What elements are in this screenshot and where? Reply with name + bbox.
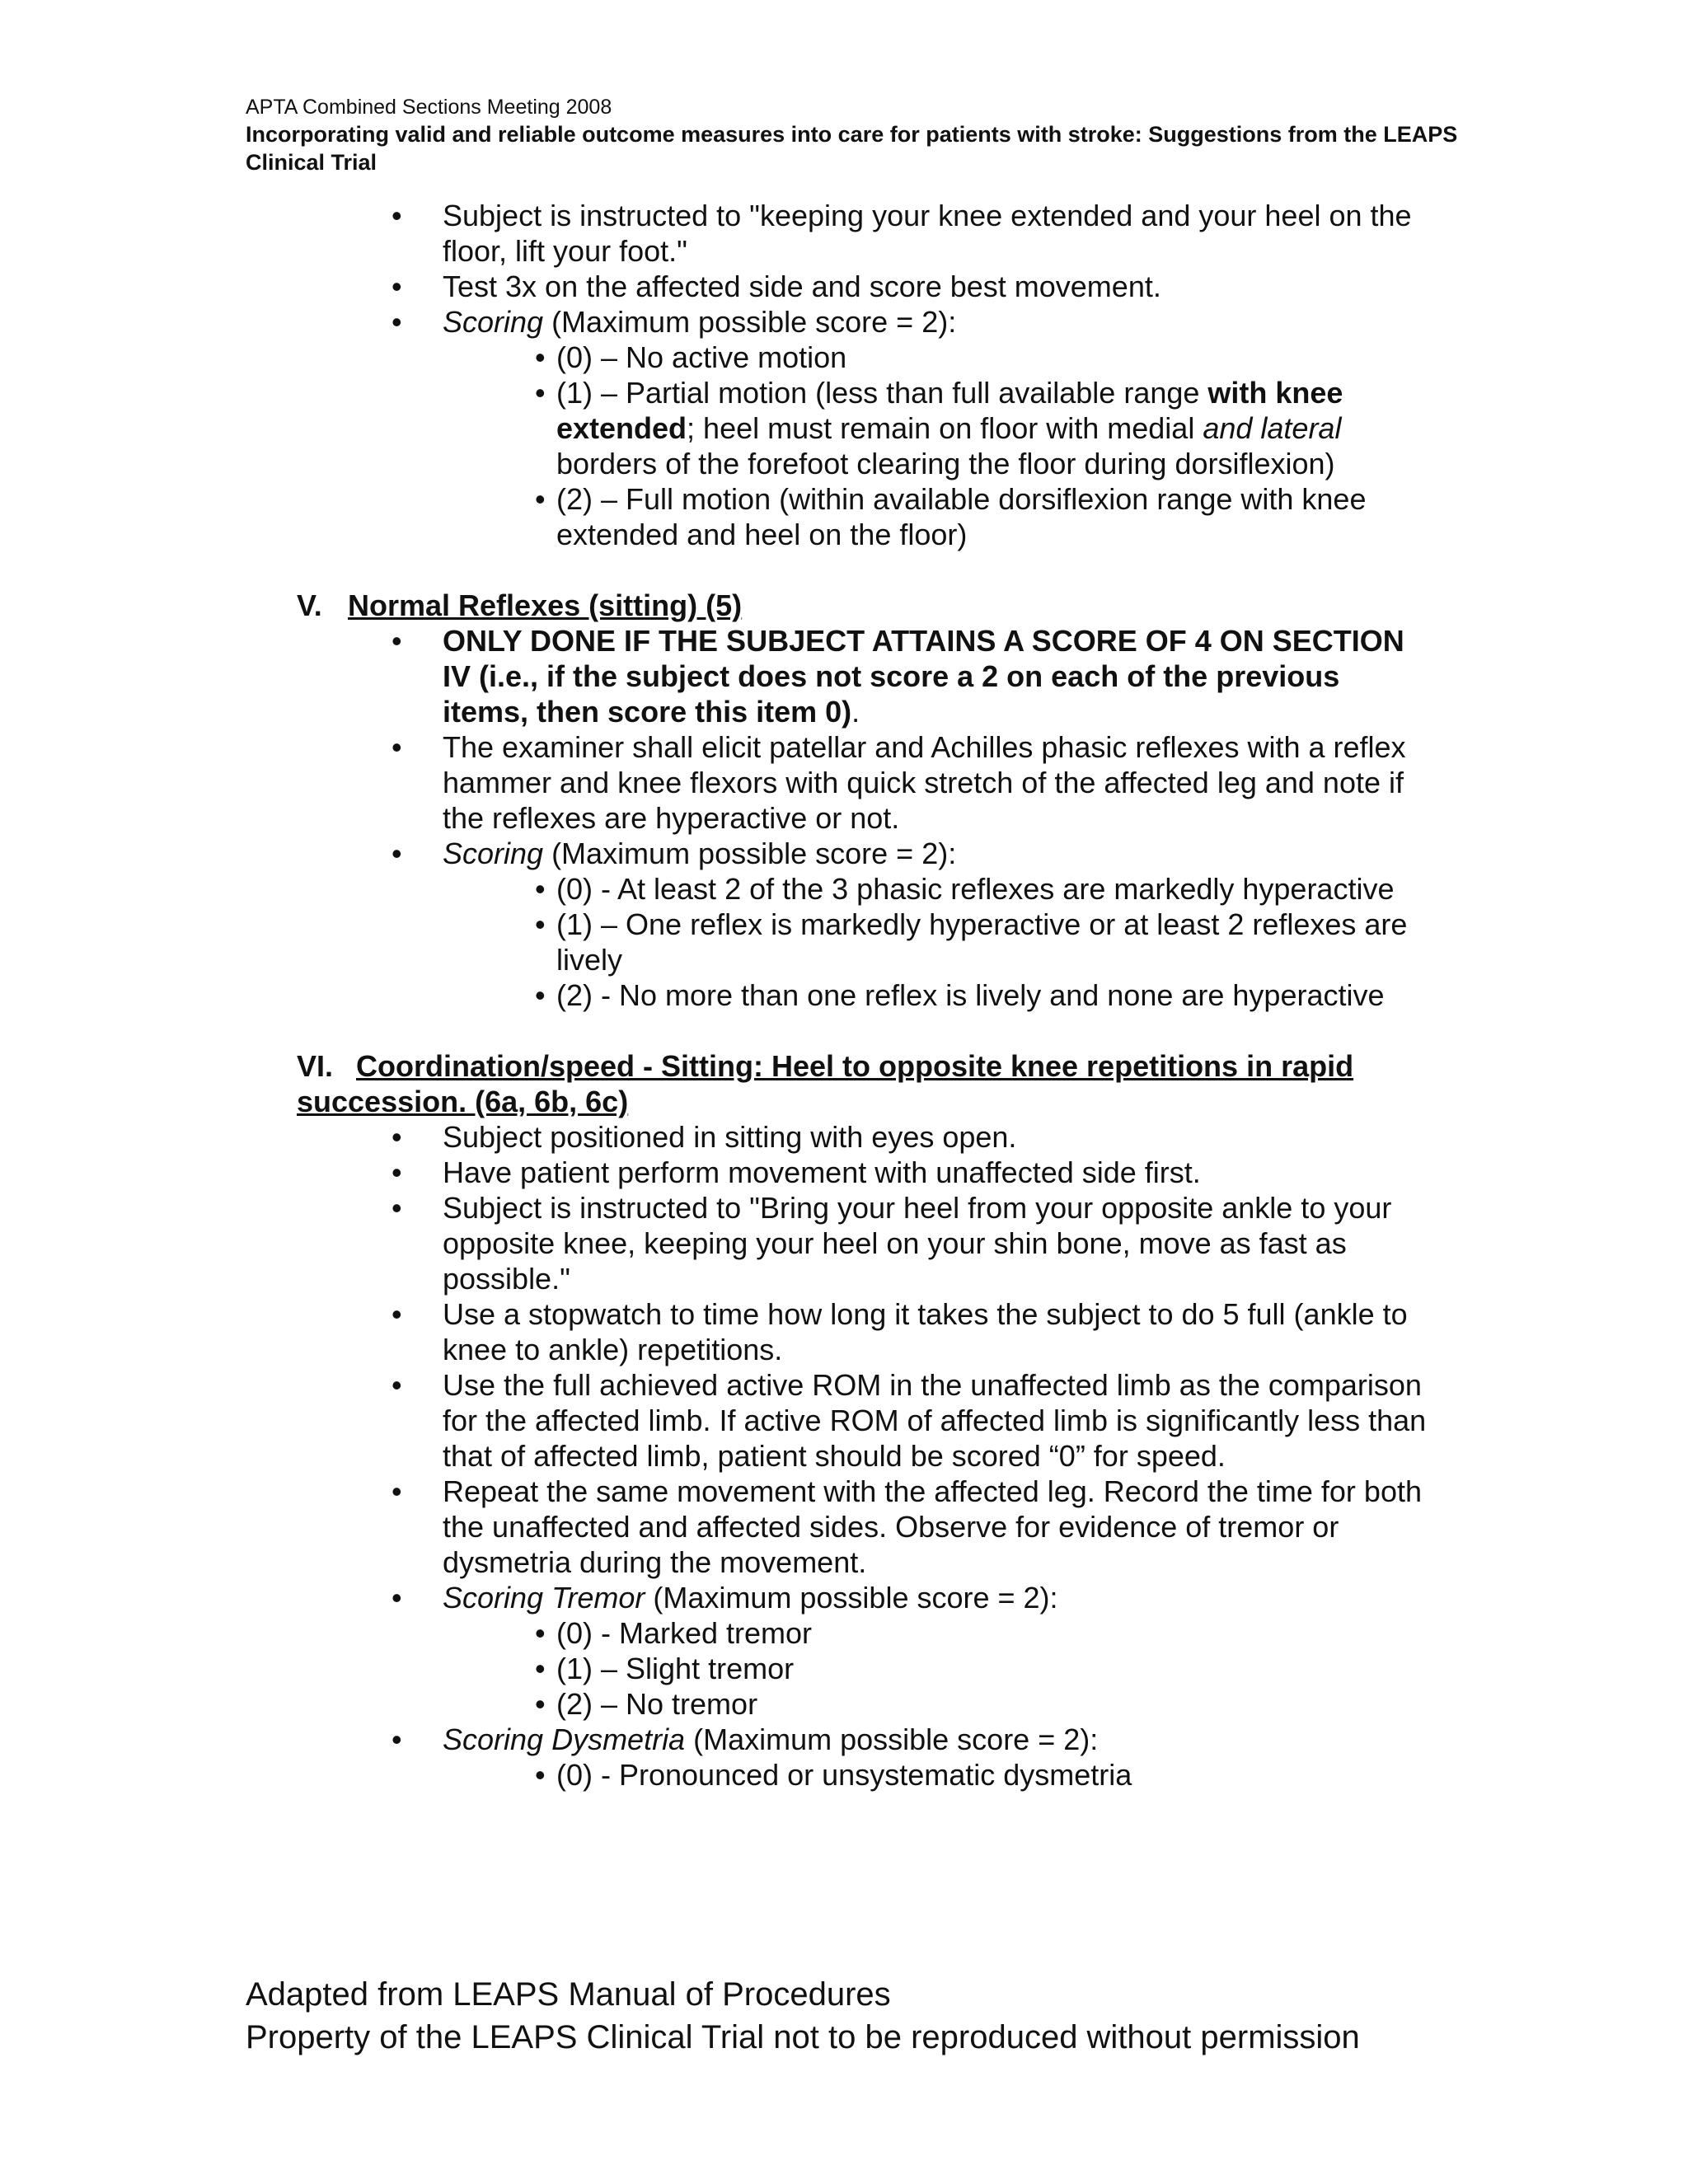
scoring-max: (Maximum possible score = 2): — [685, 1722, 1099, 1756]
list-item — [443, 623, 1432, 729]
list-item: • Use a stopwatch to time how long it takes the subject to do 5 full (ankle to knee to ankle) repetitions. — [443, 1296, 1432, 1367]
scoring-max: (Maximum possible score = 2): — [543, 837, 957, 870]
score-item: • (2) – Full motion (within available dorsiflexion range with knee extended and heel on the floor) — [556, 481, 1430, 552]
score-emphasis: with knee extended — [556, 376, 1343, 445]
document-body — [0, 198, 1688, 1793]
section-title: Coordination/speed - Sitting: Heel to opposite knee repetitions in rapid succession. (6a, 6b, 6c) — [297, 1049, 1354, 1118]
list-item: • Subject positioned in sitting with eyes open. — [443, 1119, 1432, 1155]
section-numeral: VI. — [297, 1049, 334, 1083]
scoring-label: Scoring — [443, 837, 544, 870]
score-emphasis-italic: and lateral — [1203, 411, 1342, 445]
score-item: • (0) – No active motion — [556, 340, 1430, 375]
scoring-label: Scoring — [443, 305, 544, 339]
conference-name: APTA Combined Sections Meeting 2008 — [246, 96, 612, 119]
score-item — [556, 375, 1430, 481]
scoring-heading — [443, 836, 1432, 871]
score-text: ; heel must remain on floor with medial — [687, 411, 1203, 445]
score-item: • (1) – Slight tremor — [556, 1651, 1430, 1686]
footer-line: Property of the LEAPS Clinical Trial not to be reproduced without permission — [246, 2019, 1360, 2055]
scoring-heading — [443, 1722, 1432, 1757]
score-item: • (1) – One reflex is markedly hyperactive or at least 2 reflexes are lively — [556, 907, 1430, 977]
score-text: (1) – Partial motion (less than full available range — [556, 376, 1208, 410]
list-item: • The examiner shall elicit patellar and Achilles phasic reflexes with a reflex hammer and knee flexors with quick stretch of the affected leg and note if the reflexes are hyperactive or not. — [443, 729, 1432, 836]
list-item: • Have patient perform movement with unaffected side first. — [443, 1155, 1432, 1190]
bold-instruction: ONLY DONE IF THE SUBJECT ATTAINS A SCORE OF 4 ON SECTION IV (i.e., if the subject does not score a 2 on each of the previous items, then score this item 0) — [443, 624, 1404, 729]
page-footer — [246, 1973, 1360, 2059]
scoring-heading — [443, 1580, 1432, 1615]
punctuation: . — [851, 695, 860, 729]
scoring-max: (Maximum possible score = 2): — [645, 1581, 1058, 1615]
score-item: • (0) - Marked tremor — [556, 1615, 1430, 1651]
list-item: • Repeat the same movement with the affected leg. Record the time for both the unaffected and affected sides. Observe for evidence of tremor or dysmetria during the movement. — [443, 1474, 1432, 1580]
footer-line: Adapted from LEAPS Manual of Procedures — [246, 1976, 891, 2013]
section-numeral: V. — [297, 588, 322, 622]
score-item: • (0) - At least 2 of the 3 phasic reflexes are markedly hyperactive — [556, 871, 1430, 907]
scoring-label: Scoring Tremor — [443, 1581, 645, 1615]
score-item: • (2) – No tremor — [556, 1686, 1430, 1722]
scoring-label: Scoring Dysmetria — [443, 1722, 686, 1756]
scoring-heading — [443, 304, 1432, 340]
section-heading-v — [297, 588, 1451, 623]
section-heading-vi — [297, 1048, 1451, 1119]
list-item: • Use the full achieved active ROM in the unaffected limb as the comparison for the affected limb. If active ROM of affected limb is significantly less than that of affected limb, patient should be scored “0” for speed. — [443, 1367, 1432, 1474]
score-text: borders of the forefoot clearing the floor during dorsiflexion) — [556, 447, 1335, 480]
section-title: Normal Reflexes (sitting) (5) — [348, 588, 743, 622]
score-item: • (2) - No more than one reflex is lively and none are hyperactive — [556, 977, 1430, 1013]
page-header — [246, 94, 1465, 176]
score-item: • (0) - Pronounced or unsystematic dysmetria — [556, 1757, 1430, 1793]
list-item: • Subject is instructed to "keeping your knee extended and your heel on the floor, lift your foot." — [443, 198, 1432, 269]
list-item: • Test 3x on the affected side and score best movement. — [443, 269, 1432, 304]
scoring-max: (Maximum possible score = 2): — [543, 305, 957, 339]
document-title: Incorporating valid and reliable outcome measures into care for patients with stroke: Suggestions from the LEAPS Clinical Trial — [246, 122, 1458, 175]
list-item: • Subject is instructed to "Bring your heel from your opposite ankle to your opposite knee, keeping your heel on your shin bone, move as fast as possible." — [443, 1190, 1432, 1296]
